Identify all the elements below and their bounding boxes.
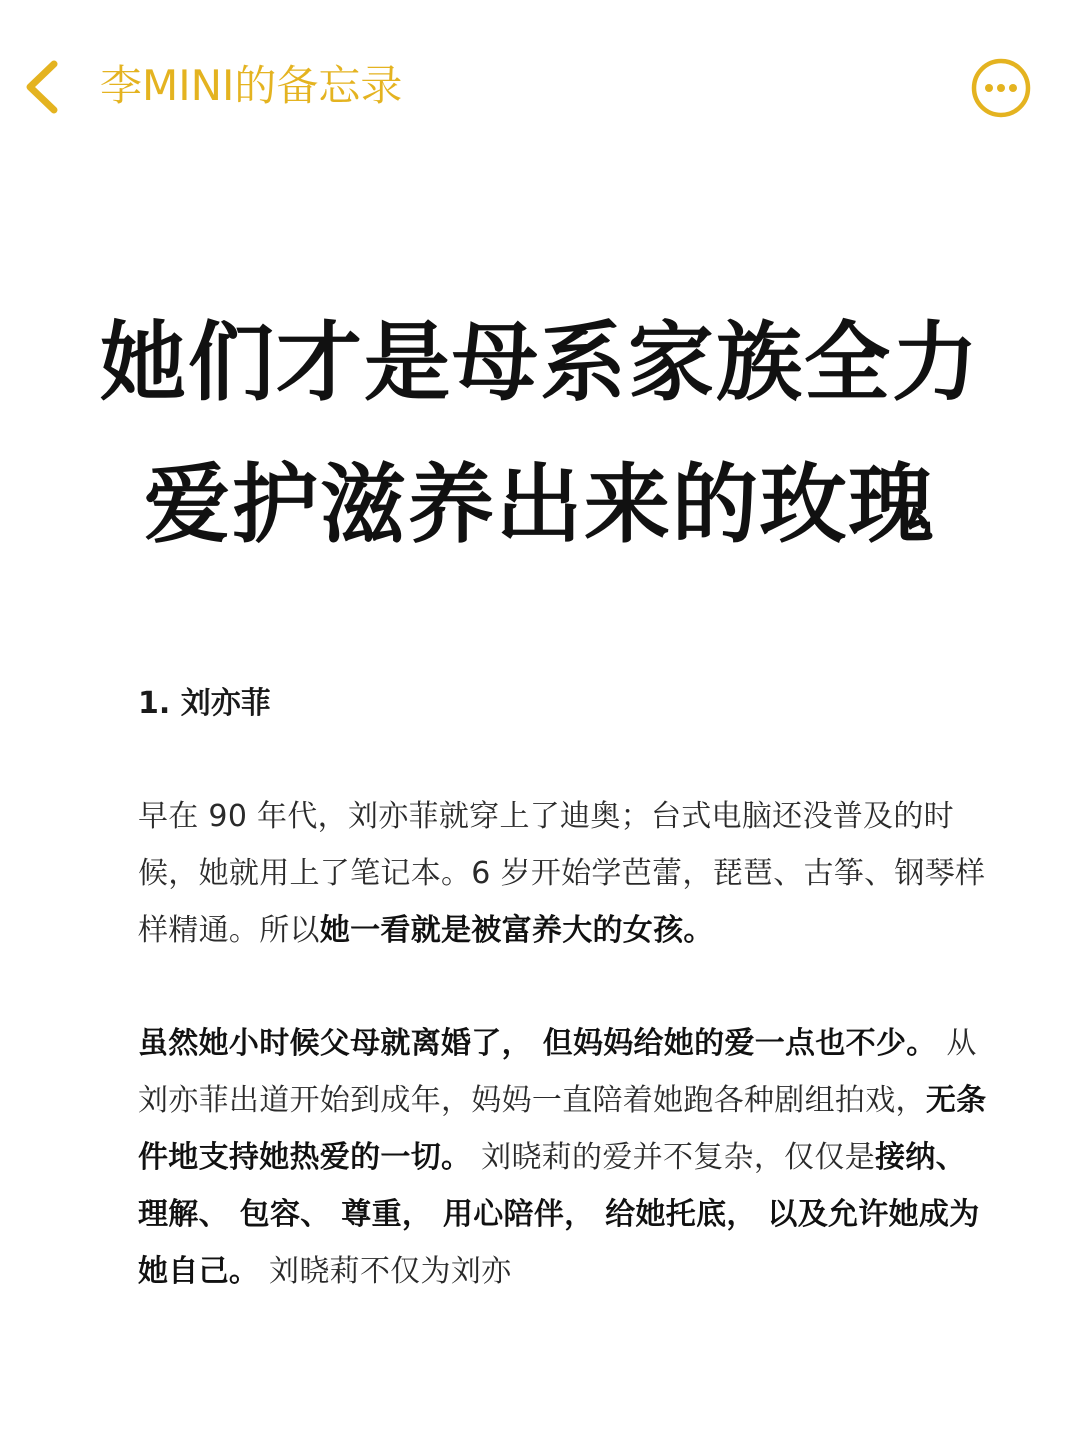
paragraph-1-bold: 她一看就是被富养大的女孩。 (319, 913, 714, 948)
headline-line-1: 她们才是母系家族全力 (100, 313, 980, 413)
ellipsis-circle-icon (970, 57, 1032, 119)
chevron-left-icon (18, 56, 78, 116)
more-options-button[interactable] (970, 57, 1032, 119)
nav-title: 李MINI的备忘录 (100, 61, 403, 110)
paragraph-2-bold-2: 无条件地支持她热爱的一切。 (138, 1083, 987, 1175)
paragraph-1-text: 早在 90 年代，刘亦菲就穿上了迪奥；台式电脑还没普及的时候，她就用上了笔记本。6 岁开始学芭蕾，琵琶、古筝、钢琴样样精通。所以 (138, 799, 986, 948)
paragraph-2-bold-3: 接纳、 理解、 包容、 尊重， 用心陪伴， 给她托底， 以及允许她成为她自己。 (138, 1140, 980, 1289)
note-headline (60, 292, 1020, 576)
paragraph-1 (138, 788, 998, 959)
top-nav-bar (0, 0, 1080, 175)
paragraph-2-text-1: 从刘亦菲出道开始到成年，妈妈一直陪着她跑各种剧组拍戏， (138, 1026, 977, 1118)
back-button[interactable] (18, 56, 78, 116)
paragraph-2-text-3: 刘晓莉不仅为刘亦 (259, 1254, 512, 1289)
paragraph-2-bold-1: 虽然她小时候父母就离婚了， 但妈妈给她的爱一点也不少。 (138, 1026, 937, 1061)
headline-line-2: 爱护滋养出来的玫瑰 (144, 455, 936, 555)
note-body (138, 676, 998, 1300)
paragraph-2-text-2: 刘晓莉的爱并不复杂，仅仅是 (471, 1140, 876, 1175)
section-heading: 1. 刘亦菲 (138, 686, 271, 721)
paragraph-2 (138, 1015, 998, 1300)
